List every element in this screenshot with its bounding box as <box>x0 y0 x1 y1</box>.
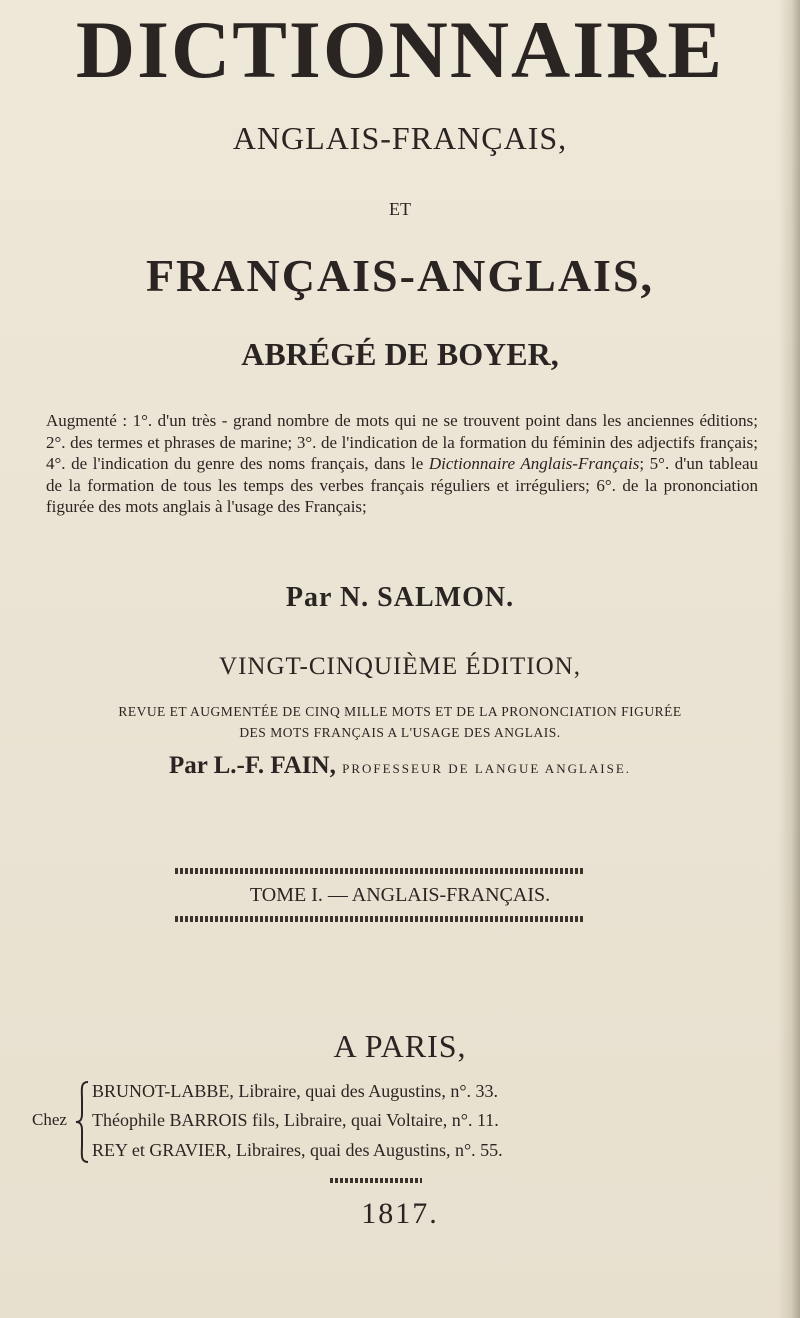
main-title: DICTIONNAIRE <box>75 4 725 95</box>
publisher-line: BRUNOT-LABBE, Libraire, quai des Augustins, n°. 33. <box>92 1081 499 1101</box>
publisher-line: REY et GRAVIER, Libraires, quai des Augustins, n°. 55. <box>92 1140 503 1160</box>
author-line: Par N. SALMON. <box>285 582 515 613</box>
ornamental-rule-small <box>330 1178 422 1183</box>
reviser-line <box>0 750 800 785</box>
revision-line-2: DES MOTS FRANÇAIS A L'USAGE DES ANGLAIS. <box>239 725 561 740</box>
abridgement-line: ABRÉGÉ DE BOYER, <box>241 336 559 372</box>
description-italic: Dictionnaire Anglais-Français <box>428 454 640 474</box>
ornamental-rule-top <box>175 868 585 874</box>
volume-line: TOME I. — ANGLAIS-FRANÇAIS. <box>249 884 551 906</box>
subtitle-anglais-francais: ANGLAIS-FRANÇAIS, <box>232 120 568 156</box>
conjunction: ET <box>389 199 411 219</box>
brace-icon <box>74 1080 90 1164</box>
edition-line: VINGT-CINQUIÈME ÉDITION, <box>219 653 581 680</box>
year-line: 1817. <box>361 1197 439 1230</box>
place-line: A PARIS, <box>333 1028 467 1064</box>
description-rest: ; 5°. d'un tableau de la formation de tous les temps des verbes français réguliers et irréguliers; 6°. de la prononciation figurée des mots anglais à l'usage des Français; <box>46 454 759 517</box>
ornamental-rule-bottom <box>175 916 585 922</box>
chez-label: Chez <box>32 1110 67 1129</box>
subtitle-francais-anglais: FRANÇAIS-ANGLAIS, <box>145 250 655 301</box>
revision-line-1: REVUE ET AUGMENTÉE DE CINQ MILLE MOTS ET DE LA PRONONCIATION FIGURÉE <box>118 704 682 719</box>
description-intro: Augmenté : 1°. d'un très - grand nombre de mots qui ne se trouvent point dans les anciennes éditions; 2°. des termes et phrases de marine; 3°. de l'indication de la formation du féminin des adjectifs français; 4°. de l'indication du genre des noms français, dans le <box>46 411 758 474</box>
reviser-title: PROFESSEUR DE LANGUE ANGLAISE. <box>342 761 632 776</box>
description-paragraph <box>46 410 758 518</box>
publisher-line: Théophile BARROIS fils, Libraire, quai Voltaire, n°. 11. <box>92 1110 499 1130</box>
reviser-name: Par L.-F. FAIN, <box>168 752 336 779</box>
